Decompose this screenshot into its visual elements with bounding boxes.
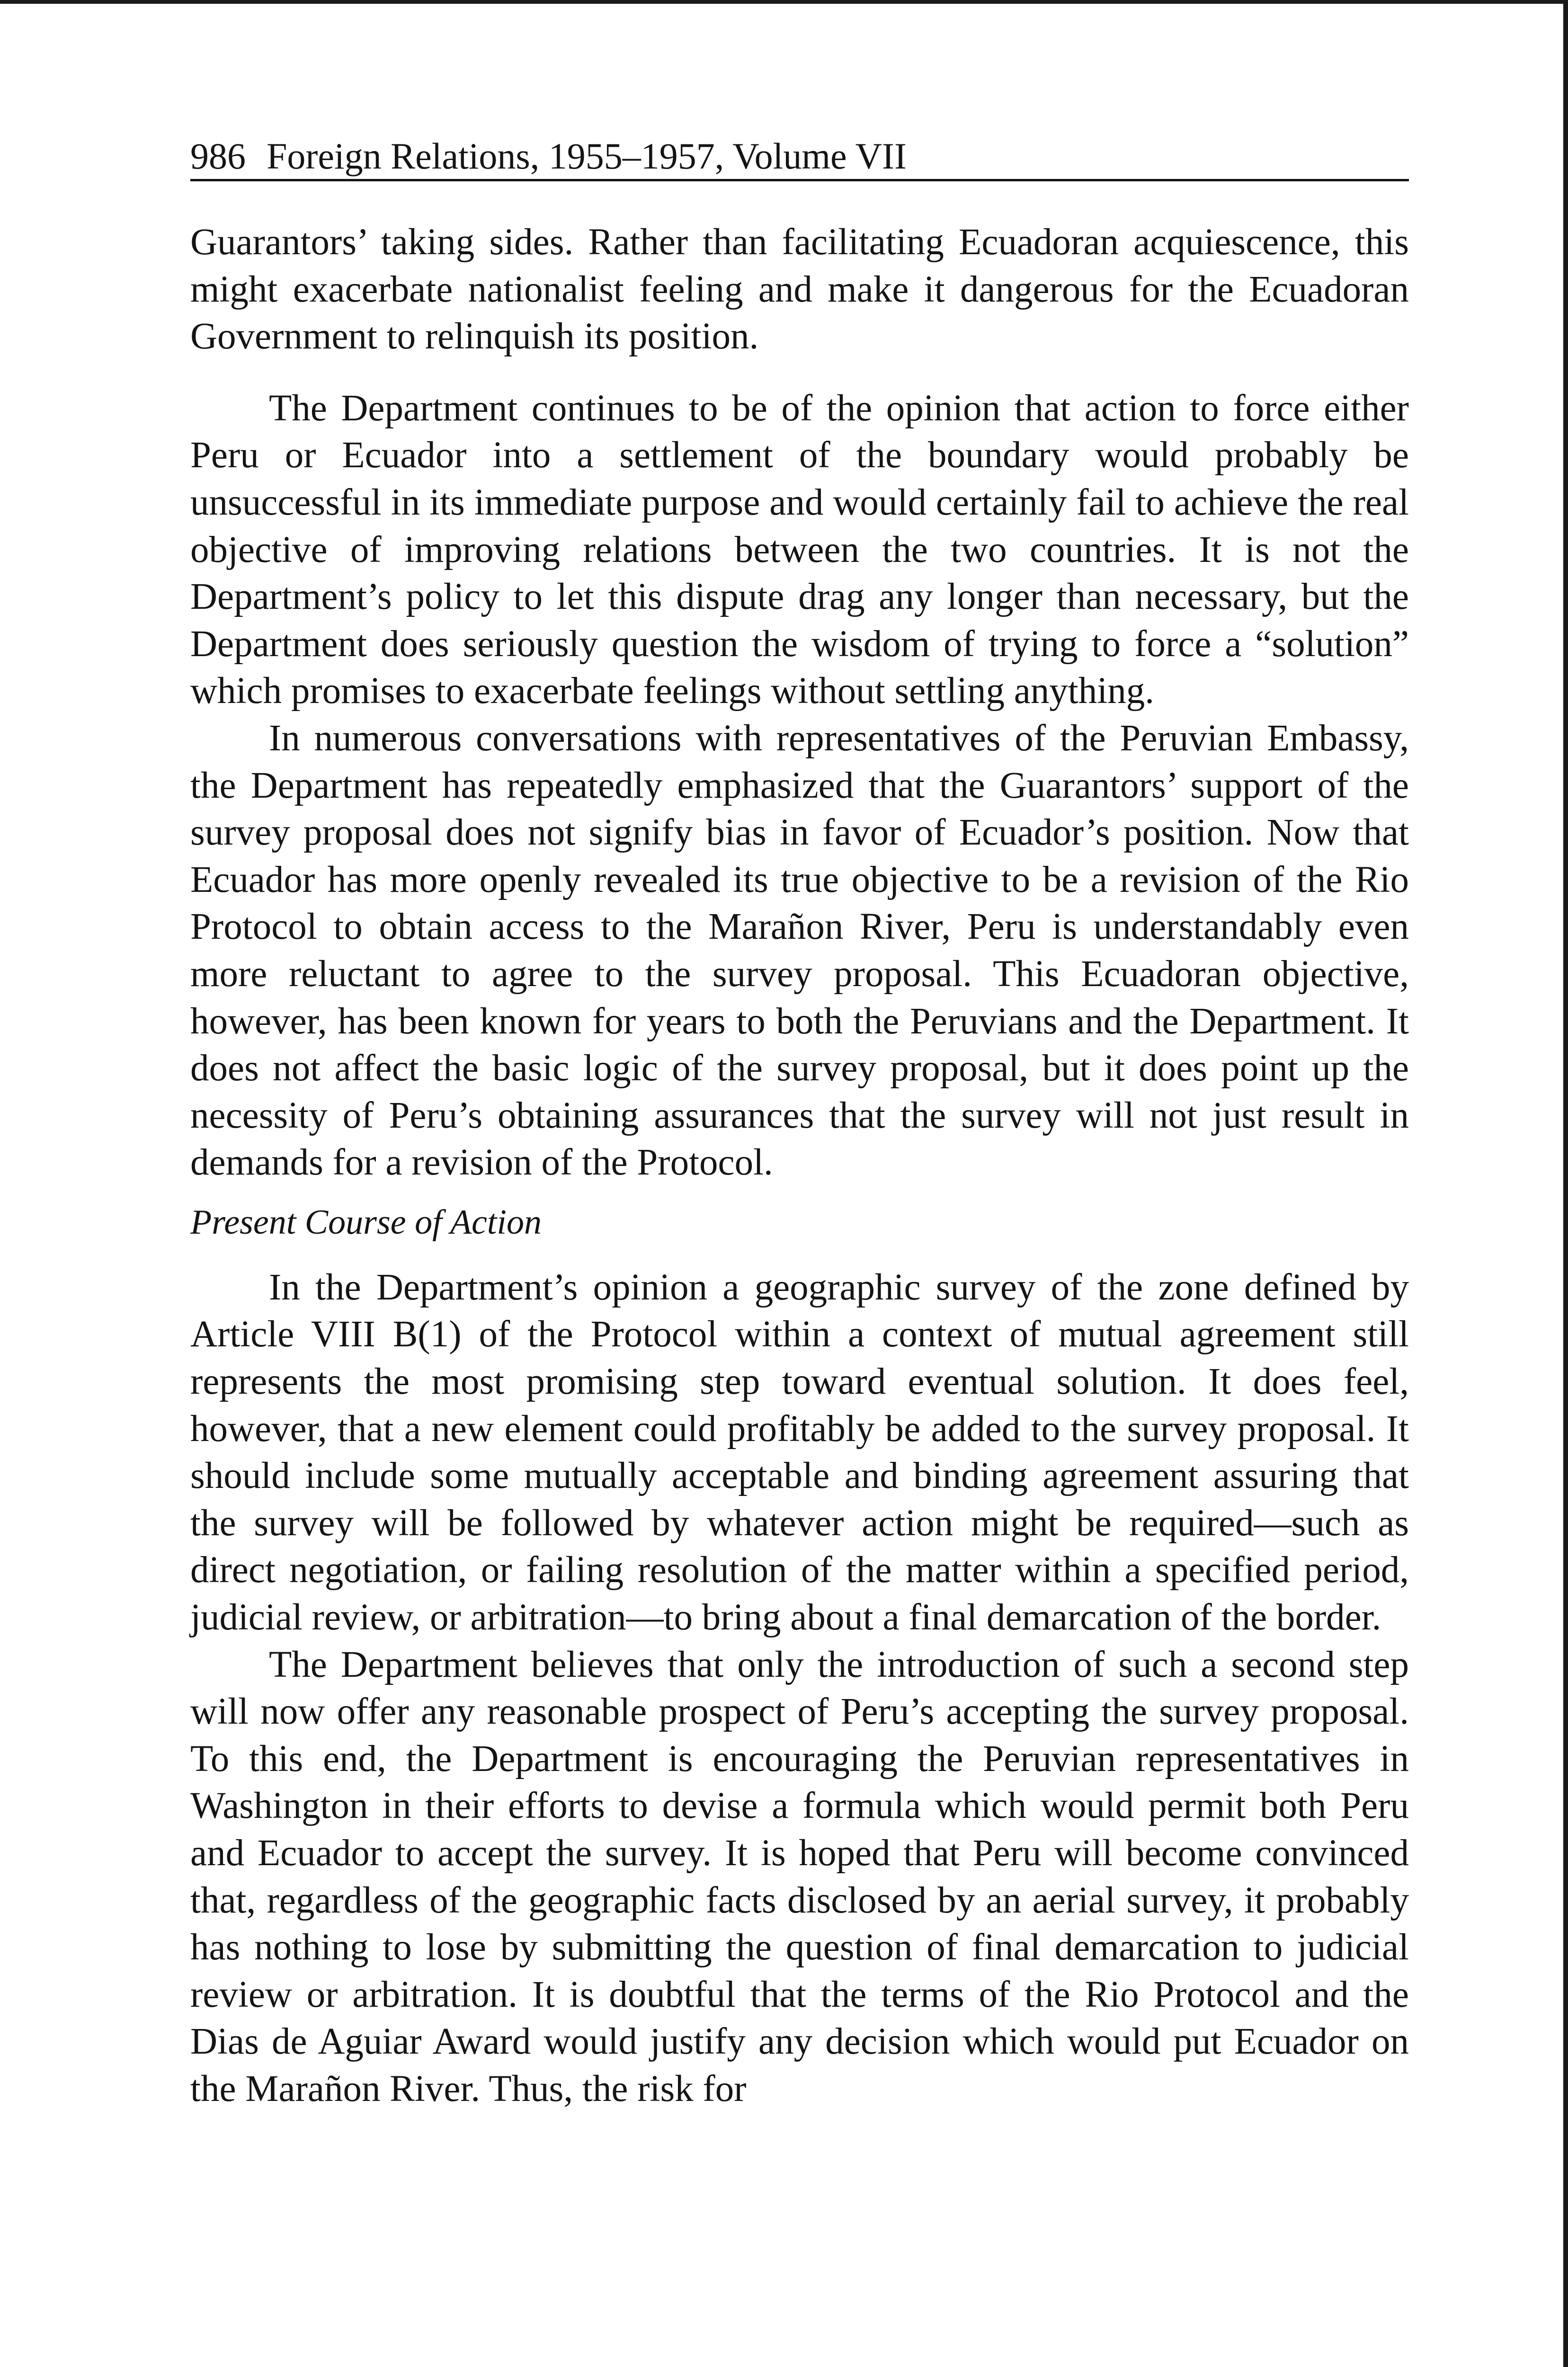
running-title: Foreign Relations, 1955–1957, Volume VII <box>267 135 907 177</box>
paragraph: The Department believes that only the introduction of such a second step will now offer any reasonable prospect of Peru’s accepting the survey proposal. To this end, the Department is encouraging the Peruvian representatives in Washington in their efforts to devise a formula which would permit both Peru and Ecuador to accept the survey. It is hoped that Peru will become convinced that, regardless of the geographic facts disclosed by an aerial survey, it probably has nothing to lose by submitting the question of final demarcation to judicial review or arbitration. It is doubtful that the terms of the Rio Protocol and the Dias de Aguiar Award would justify any decision which would put Ecuador on the Marañon River. Thus, the risk for <box>190 1644 1409 2109</box>
page-number: 986 <box>190 135 246 177</box>
paragraph: In numerous conversations with representatives of the Peruvian Embassy, the Department has repeatedly emphasized that the Guarantors’ support of the survey proposal does not signify bias in favor of Ecuador’s position. Now that Ecuador has more openly revealed its true objective to be a revision of the Rio Protocol to obtain access to the Marañon River, Peru is understandably even more reluctant to agree to the survey proposal. This Ecuadoran objective, however, has been known for years to both the Peruvians and the Department. It does not affect the basic logic of the survey proposal, but it does point up the necessity of Peru’s obtaining assurances that the survey will not just result in demands for a revision of the Protocol. <box>190 717 1409 1184</box>
paragraph-continued: Guarantors’ taking sides. Rather than facilitating Ecuadoran acquiescence, this might exacerbate nationalist feeling and make it dangerous for the Ecuadoran Government to relinquish its position. <box>190 222 1409 357</box>
section-heading: Present Course of Action <box>190 1202 542 1242</box>
paragraph: The Department continues to be of the opinion that action to force either Peru or Ecuador into a settlement of the boundary would probably be unsuccessful in its immediate purpose and would certainly fail to achieve the real objective of improving relations between the two countries. It is not the Department’s policy to let this dispute drag any longer than necessary, but the Department does seriously question the wisdom of trying to force a “solution” which promises to exacerbate feelings without settling anything. <box>190 387 1409 712</box>
running-header <box>190 133 1409 181</box>
paragraph: In the Department’s opinion a geographic survey of the zone defined by Article VIII B(1) of the Protocol within a context of mutual agreement still represents the most promising step toward eventual solution. It does feel, however, that a new element could profitably be added to the survey proposal. It should include some mutually acceptable and binding agreement assuring that the survey will be followed by whatever action might be required—such as direct negotiation, or failing resolution of the matter within a specified period, judicial review, or arbitration—to bring about a final demarcation of the border. <box>190 1266 1409 1638</box>
document-body <box>190 219 1409 2113</box>
